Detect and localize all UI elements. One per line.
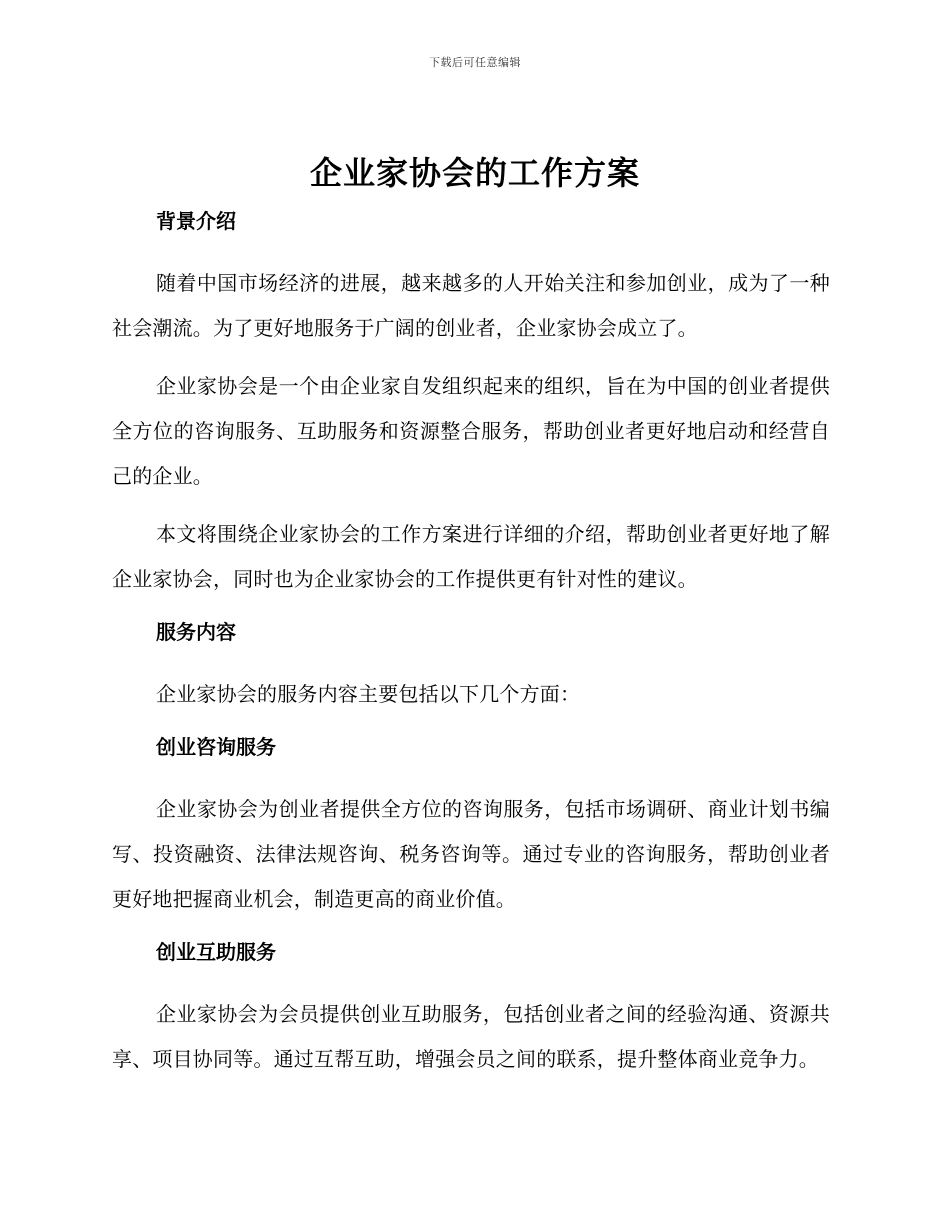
paragraph-consulting-1: 企业家协会为创业者提供全方位的咨询服务，包括市场调研、商业计划书编写、投资融资、法律法规咨询、税务咨询等。通过专业的咨询服务，帮助创业者更好地把握商业机会，制造更高的商业价值。: [112, 797, 830, 911]
paragraph-background-1: 随着中国市场经济的进展，越来越多的人开始关注和参加创业，成为了一种社会潮流。为了更好地服务于广阔的创业者，企业家协会成立了。: [112, 271, 830, 340]
header-note: 下载后可任意编辑: [429, 56, 521, 69]
paragraph-services-1: 企业家协会的服务内容主要包括以下几个方面：: [156, 682, 581, 706]
section-heading-services: 服务内容: [156, 620, 236, 644]
section-heading-consulting: 创业咨询服务: [156, 735, 276, 759]
document-title: 企业家协会的工作方案: [309, 154, 640, 192]
paragraph-background-2: 企业家协会是一个由企业家自发组织起来的组织，旨在为中国的创业者提供全方位的咨询服务、互助服务和资源整合服务，帮助创业者更好地启动和经营自己的企业。: [112, 374, 830, 488]
document-body: [112, 204, 830, 1095]
paragraph-mutual-aid-1: 企业家协会为会员提供创业互助服务，包括创业者之间的经验沟通、资源共享、项目协同等。通过互帮互助，增强会员之间的联系，提升整体商业竞争力。: [112, 1002, 830, 1071]
section-heading-mutual-aid: 创业互助服务: [156, 940, 276, 964]
paragraph-background-3: 本文将围绕企业家协会的工作方案进行详细的介绍，帮助创业者更好地了解企业家协会，同时也为企业家协会的工作提供更有针对性的建议。: [112, 522, 830, 591]
section-heading-background: 背景介绍: [156, 209, 236, 233]
